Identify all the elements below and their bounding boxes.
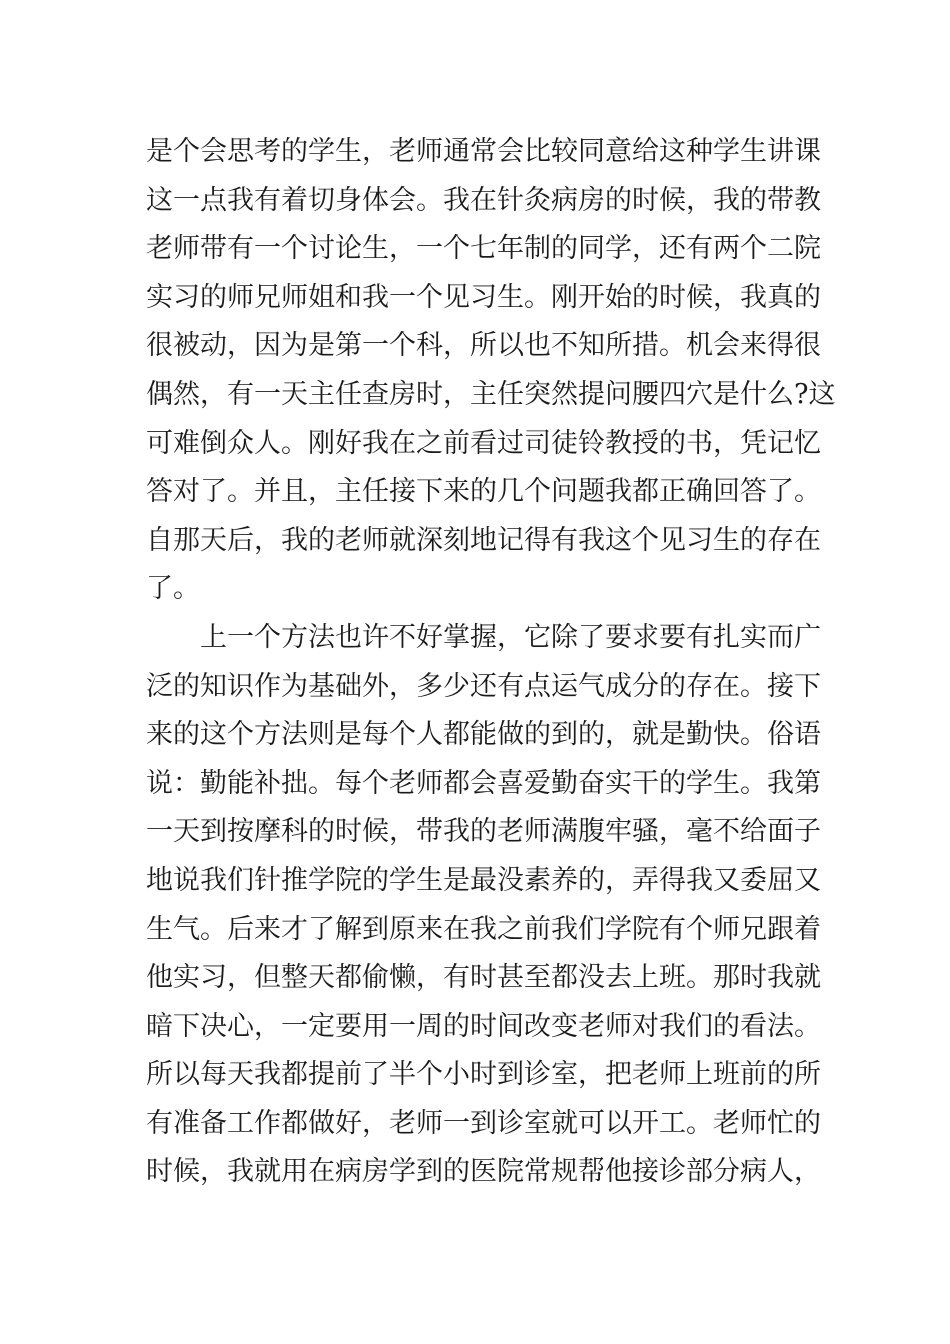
text-line: 时候，我就用在病房学到的医院常规帮他接诊部分病人， bbox=[146, 1156, 821, 1188]
text-line: 一天到按摩科的时候，带我的老师满腹牢骚，毫不给面子 bbox=[146, 816, 821, 848]
text-line: 很被动，因为是第一个科，所以也不知所措。机会来得很 bbox=[146, 330, 821, 362]
text-line: 所以每天我都提前了半个小时到诊室，把老师上班前的所 bbox=[146, 1059, 821, 1091]
text-line: 他实习，但整天都偷懒，有时甚至都没去上班。那时我就 bbox=[146, 962, 821, 994]
text-line: 生气。后来才了解到原来在我之前我们学院有个师兄跟着 bbox=[146, 913, 821, 945]
paragraph-2 bbox=[146, 614, 821, 1197]
text-line: 说：勤能补拙。每个老师都会喜爱勤奋实干的学生。我第 bbox=[146, 767, 821, 799]
text-line: 可难倒众人。刚好我在之前看过司徒铃教授的书，凭记忆 bbox=[146, 427, 821, 459]
text-line: 答对了。并且，主任接下来的几个问题我都正确回答了。 bbox=[146, 476, 821, 508]
text-line: 这一点我有着切身体会。我在针灸病房的时候，我的带教 bbox=[146, 184, 821, 216]
text-line: 上一个方法也许不好掌握，它除了要求要有扎实而广 bbox=[200, 621, 821, 653]
text-line: 有准备工作都做好，老师一到诊室就可以开工。老师忙的 bbox=[146, 1107, 821, 1139]
text-line: 暗下决心，一定要用一周的时间改变老师对我们的看法。 bbox=[146, 1010, 821, 1042]
text-line: 泛的知识作为基础外，多少还有点运气成分的存在。接下 bbox=[146, 670, 821, 702]
text-line: 自那天后，我的老师就深刻地记得有我这个见习生的存在 bbox=[146, 524, 821, 556]
paragraph-1 bbox=[146, 128, 836, 614]
text-line: 来的这个方法则是每个人都能做的到的，就是勤快。俗语 bbox=[146, 719, 821, 751]
text-line: 老师带有一个讨论生，一个七年制的同学，还有两个二院 bbox=[146, 233, 821, 265]
text-line: 实习的师兄师姐和我一个见习生。刚开始的时候，我真的 bbox=[146, 281, 821, 313]
body-text bbox=[146, 128, 836, 1197]
text-line: 偶然，有一天主任查房时，主任突然提问腰四穴是什么?这 bbox=[146, 378, 836, 410]
text-line: 地说我们针推学院的学生是最没素养的，弄得我又委屈又 bbox=[146, 864, 821, 896]
text-line: 了。 bbox=[146, 573, 200, 605]
text-line: 是个会思考的学生，老师通常会比较同意给这种学生讲课 bbox=[146, 136, 821, 167]
